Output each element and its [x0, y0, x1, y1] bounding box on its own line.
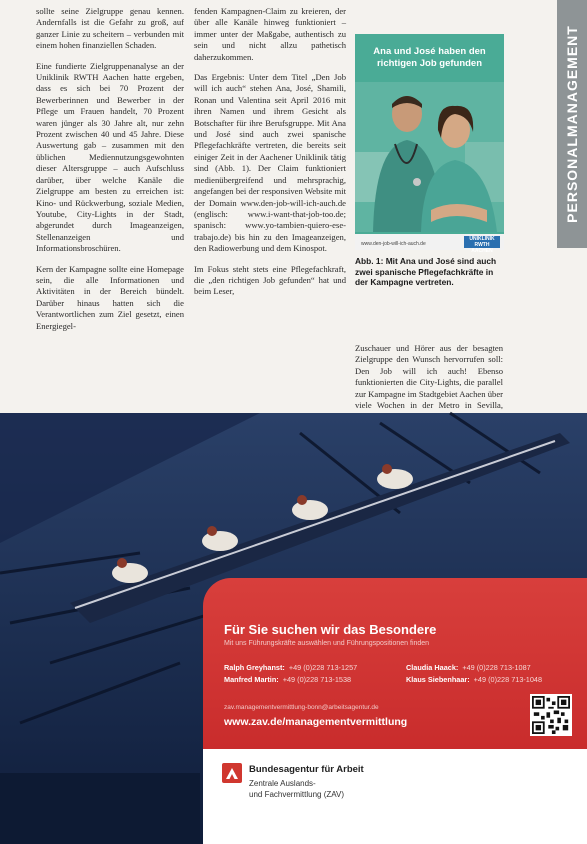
paragraph: sollte seine Zielgruppe genau kennen. Andernfalls ist die Gefahr zu groß, auf ganzer Linie zu scheitern – verbunden mit einem hohen finanziellen Schaden.	[36, 6, 184, 51]
text-column-1	[36, 6, 184, 341]
contact-entry	[406, 675, 542, 684]
sponsor-division: Zentrale Auslands-	[249, 779, 316, 788]
section-tab-label: PERSONALMANAGEMENT	[564, 25, 580, 223]
contact-phone: +49 (0)228 713-1538	[282, 675, 352, 684]
contact-name: Claudia Haack:	[406, 663, 459, 672]
text-column-2	[194, 6, 346, 307]
ad-subline: Mit uns Führungskräfte auswählen und Führungspositionen finden	[224, 640, 430, 647]
contact-entry	[406, 663, 531, 672]
advertisement	[0, 413, 587, 844]
qr-code	[530, 694, 572, 736]
ad-headline: Für Sie suchen wir das Besondere	[224, 622, 437, 637]
paragraph: Eine fundierte Zielgruppenanalyse an der Uniklinik RWTH Aachen hatte ergeben, dass es sich bei 70 Prozent der Bewerberinnen und Bewerber in der Pflege um Frauen handelt, 70 Prozent waren jünger als 30 Jahre alt, nur zehn Prozent zwischen 40 und 45 Jahre. Diese Auswertung gab – zusammen mit den üblichen Mediennutzungsgewohnten dieser Altersgruppe – auch Aufschluss darüber, über welche Kanäle die Zielgruppe am besten zu erreichen ist: Kino- und Rückwerbung, soziale Medien, Youtube, City-Lights in der Stadt, abgerundet durch Imageanzeigen, Stellenanzeigen und Informationsbroschüren.	[36, 60, 184, 254]
contact-name: Manfred Martin:	[224, 675, 279, 684]
sponsor-name: Bundesagentur für Arbeit	[249, 764, 364, 775]
paragraph: fenden Kampagnen-Claim zu kreieren, der über alle Kanäle hinweg funktioniert – immer unter der Maßgabe, authentisch zu sein und nicht allzu pathetisch daherzukommen.	[194, 6, 346, 62]
section-tab	[557, 0, 587, 248]
paragraph: Im Fokus steht stets eine Pflegefachkraft, die „den richtigen Job gefunden“ hat und beim Leser,	[194, 263, 346, 297]
contact-phone: +49 (0)228 713-1087	[462, 663, 531, 672]
contact-entry	[224, 675, 351, 684]
bundesagentur-logo-icon	[222, 763, 242, 783]
ad-website-link[interactable]: www.zav.de/managementvermittlung	[224, 716, 408, 728]
campaign-url: www.den-job-will-ich-auch.de	[361, 241, 426, 247]
contact-phone: +49 (0)228 713-1257	[288, 663, 358, 672]
uniklinik-logo: UNIKLINIK RWTH AACHEN	[464, 236, 500, 248]
ad-contact-panel	[203, 578, 587, 749]
paragraph: Kern der Kampagne sollte eine Homepage sein, die alle Informationen und Aktivitäten in der Bereich bündelt. Darüber hinaus hatten sich die Verantwortlichen zum Ziel gesetzt, einen Energiegel-	[36, 263, 184, 331]
contact-phone: +49 (0)228 713-1048	[473, 675, 543, 684]
paragraph-text: Zuschauer und Hörer aus der besagten Zielgruppe den Wunsch hervorrufen soll: Den Job will ich auch! Ebenso funktionierten die City-Lights, die parallel zur Kampagne im Stadtgebiet Aachen über viele Wochen in der Metro in Sevilla,	[355, 343, 503, 411]
ad-email[interactable]: zav.managementvermittlung-bonn@arbeitsagentur.de	[224, 704, 379, 711]
campaign-poster-title: Ana und José haben den richtigen Job gefunden	[373, 46, 486, 69]
ad-sponsor-panel	[203, 749, 587, 844]
campaign-poster	[355, 34, 504, 254]
contact-name: Ralph Greyhanst:	[224, 663, 285, 672]
paragraph: Das Ergebnis: Unter dem Titel „Den Job will ich auch“ stehen Ana, José, Shamili, Ronan und Valentina seit April 2016 mit ihren Namen und ihrem Gesicht als Botschafter für ihre Berufsgruppe. Mit Ana und José sind auch zwei spanische Pflegefachkräfte vertreten, die bereits seit einiger Zeit in der Aachener Uniklinik tätig sind (Abb. 1). Der Claim funktioniert medienübergreifend und mehrsprachig, angefangen bei der responsiven Website mit der Domain www.den-job-will-ich-auch.de (englisch: www.i-want-that-job-too.de; spanisch: www.yo-tambien-quiero-ese-trabajo.de) bis hin zu den Imageanzeigen, den Radiowerbung und dem Kinospot.	[194, 72, 346, 254]
contact-name: Klaus Siebenhaar:	[406, 675, 470, 684]
campaign-poster-footer	[355, 234, 504, 254]
figure-caption: Abb. 1: Mit Ana und José sind auch zwei spanische Pflegefachkräfte in der Kampagne vertreten.	[355, 256, 497, 287]
nurses-photo	[355, 82, 504, 232]
sponsor-division: und Fachvermittlung (ZAV)	[249, 790, 344, 799]
contact-entry	[224, 663, 357, 672]
